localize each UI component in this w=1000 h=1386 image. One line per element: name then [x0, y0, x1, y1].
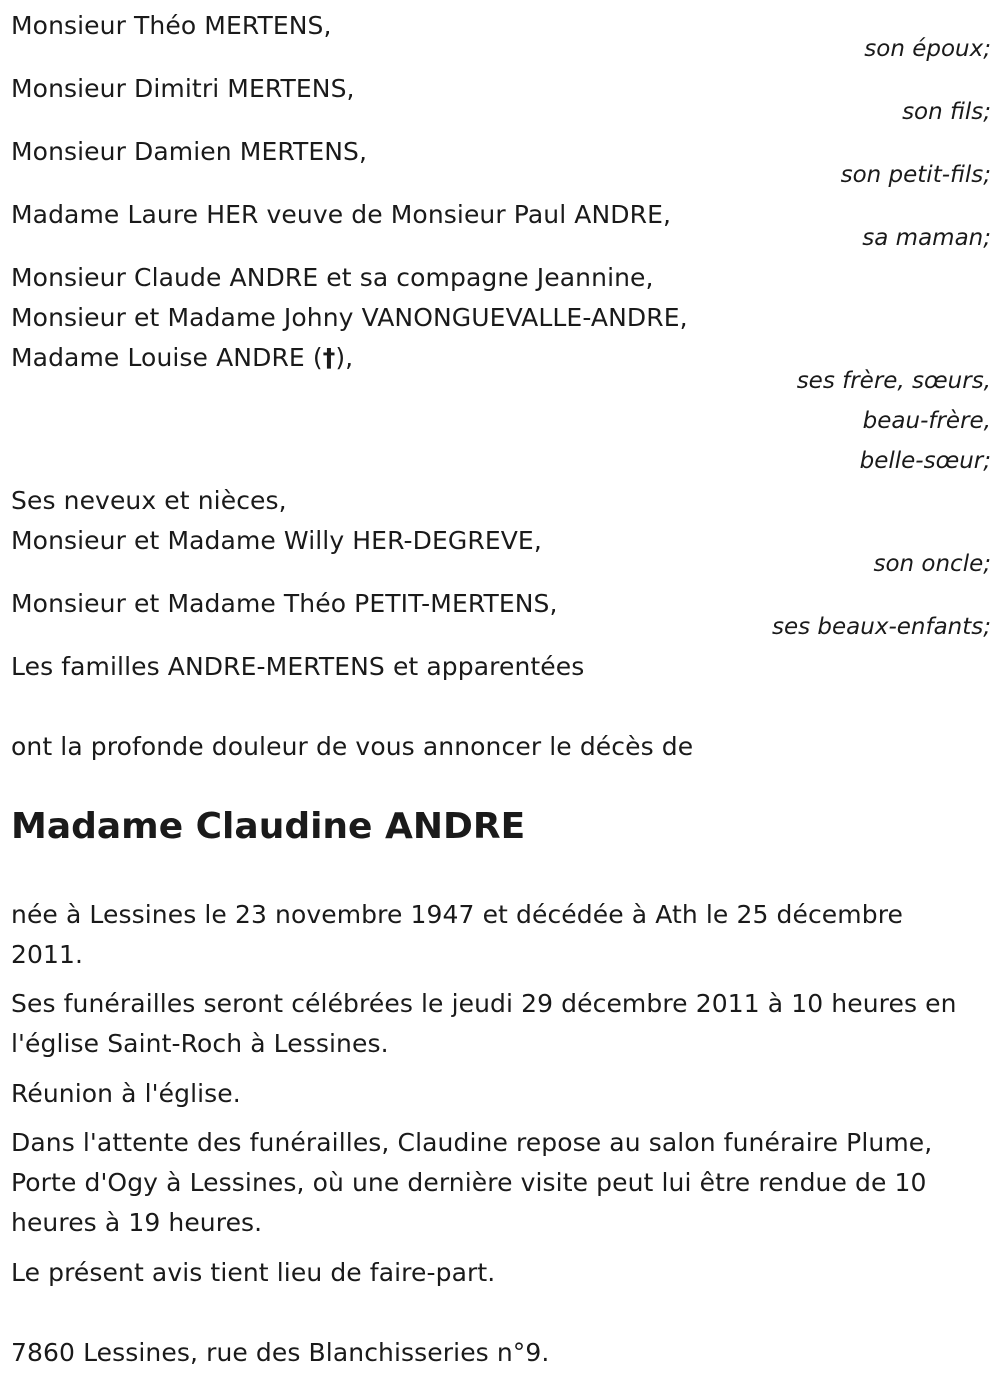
family-name-grandson: Monsieur Damien MERTENS, — [11, 137, 368, 166]
family-name-spouse: Monsieur Théo MERTENS, — [11, 11, 332, 40]
family-name-mother: Madame Laure HER veuve de Monsieur Paul ANDRE, — [11, 200, 672, 229]
visit-line: Dans l'attente des funérailles, Claudine repose au salon funéraire Plume, — [11, 1128, 933, 1157]
visit-line: Porte d'Ogy à Lessines, où une dernière visite peut lui être rendue de 10 — [11, 1168, 927, 1197]
relation-son: son fils; — [902, 99, 991, 125]
sibling-name: Monsieur Claude ANDRE et sa compagne Jeannine, — [11, 263, 654, 292]
notice-line: Le présent avis tient lieu de faire-part. — [11, 1258, 496, 1287]
cross-icon: † — [322, 343, 336, 372]
funeral-line: Ses funérailles seront célébrées le jeudi 29 décembre 2011 à 10 heures en — [11, 989, 957, 1018]
sibling-name-deceased — [11, 338, 353, 378]
family-name-stepchildren: Monsieur et Madame Théo PETIT-MERTENS, — [11, 589, 558, 618]
deceased-name: Madame Claudine ANDRE — [11, 806, 526, 847]
nephews-nieces: Ses neveux et nièces, — [11, 486, 287, 515]
relation-spouse: son époux; — [864, 36, 991, 62]
sibling-name: Monsieur et Madame Johny VANONGUEVALLE-ANDRE, — [11, 303, 688, 332]
address: 7860 Lessines, rue des Blanchisseries n°9. — [11, 1338, 550, 1367]
relation-grandson: son petit-fils; — [840, 162, 991, 188]
relation-sister-in-law: belle-sœur; — [859, 448, 991, 474]
sibling-name-suffix: ), — [335, 343, 354, 372]
relation-stepchildren: ses beaux-enfants; — [771, 614, 991, 640]
family-name-uncle: Monsieur et Madame Willy HER-DEGREVE, — [11, 526, 542, 555]
birth-death-line: née à Lessines le 23 novembre 1947 et décédée à Ath le 25 décembre — [11, 900, 904, 929]
birth-death-line: 2011. — [11, 940, 84, 969]
visit-line: heures à 19 heures. — [11, 1208, 263, 1237]
relation-siblings: ses frère, sœurs, — [796, 368, 991, 394]
funeral-line: l'église Saint-Roch à Lessines. — [11, 1029, 389, 1058]
families-line: Les familles ANDRE-MERTENS et apparentées — [11, 652, 585, 681]
relation-mother: sa maman; — [862, 225, 991, 251]
sibling-name-text: Madame Louise ANDRE ( — [11, 343, 323, 372]
family-name-son: Monsieur Dimitri MERTENS, — [11, 74, 355, 103]
announcement: ont la profonde douleur de vous annoncer le décès de — [11, 732, 694, 761]
relation-uncle: son oncle; — [873, 551, 991, 577]
meeting-line: Réunion à l'église. — [11, 1079, 241, 1108]
relation-brother-in-law: beau-frère, — [862, 408, 991, 434]
